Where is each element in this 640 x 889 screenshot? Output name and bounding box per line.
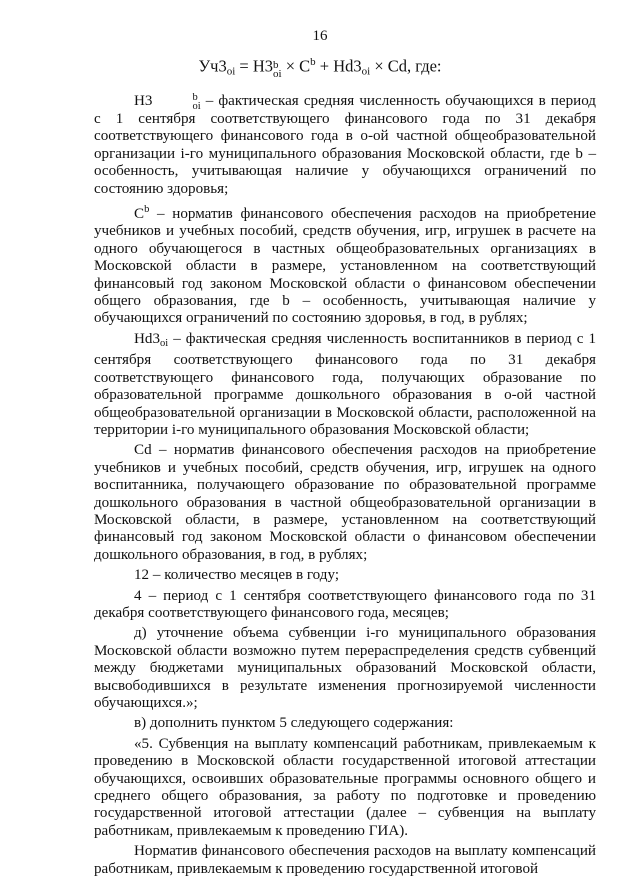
formula-tail: , где: (407, 56, 442, 76)
formula-lhs: Уч3 (198, 56, 227, 76)
formula-term3-sub: oi (361, 65, 371, 78)
paragraph-text: – норматив финансового обеспечения расходов на приобретение учебников и учебных пособий, средств обучения, игр, игрушек в расчете на одного обучающегося в частных общеобразовательных организациях в Московской области в размере, установленном на соответствующий финансовый год законом Московской области о финансовом обеспечении общего образования, где b – особенность, учитывающая наличие у обучающихся ограничений по состоянию здоровья, в год, в рублях; (94, 206, 596, 327)
paragraph-nz-definition (94, 93, 596, 198)
term-nz: Н3 (134, 93, 153, 109)
document-body (94, 93, 596, 878)
formula-term1: Н3 (252, 56, 273, 76)
paragraph-period: 4 – период с 1 сентября соответствующего финансового года по 31 декабря соответствующего финансового года, месяцев; (94, 587, 596, 621)
term-cb-sup: b (144, 204, 150, 216)
term-hdz-sub: oi (160, 337, 169, 349)
paragraph-item-d: д) уточнение объема субвенции i-го муниципального образования Московской области возможно путем перераспределения средств субвенций между бюджетами муниципальных образований Московской области, высвободившихся в результате изменения прогнозируемой численности обучающихся.»; (94, 625, 596, 711)
page-number: 16 (312, 28, 328, 44)
paragraph-item-v: в) дополнить пунктом 5 следующего содержания: (134, 715, 454, 732)
term-cd: Cd (134, 442, 152, 459)
formula-times2: × (370, 56, 388, 76)
paragraph-point-5: «5. Субвенция на выплату компенсаций работникам, привлекаемым к проведению в Московской области государственной итоговой аттестации обучающихся, освоивших образовательные программы основного общего и среднего общего образования, за работу по подготовке и проведению государственной итоговой аттестации (далее – субвенция на выплату работникам, привлекаемым к проведению ГИА). (94, 735, 596, 839)
paragraph-hdz-definition (94, 331, 596, 439)
paragraph-text: – норматив финансового обеспечения расходов на приобретение учебников и учебных пособий, средств обучения, игр, игрушек на одного воспитанника, получающего образование по образовательной программе дошкольного образования в частной общеобразовательной организации в Московской области, в размере, установленном на соответствующий финансовый год законом Московской области о финансовом обеспечении дошкольного образования, в год, в рублях; (94, 442, 596, 563)
term-nz-sup: b (192, 92, 198, 103)
formula-term1-indices (273, 58, 282, 80)
paragraph-norm: Норматив финансового обеспечения расходов на выплату компенсаций работникам, привлекаемым к проведению государственной итоговой (94, 843, 596, 877)
term-nz-indices (152, 93, 200, 111)
formula-term1-sup: b (273, 58, 279, 71)
formula-plus: + (315, 56, 334, 76)
formula-term4: Cd (387, 56, 408, 76)
formula (0, 56, 640, 79)
formula-lhs-sub: oi (226, 65, 236, 78)
paragraph-text: – фактическая средняя численность воспитанников в период с 1 сентября соответствующего финансового года по 31 декабря соответствующего финансового года, получающих образование по образовательной программе дошкольного образования в о-ой частной общеобразовательной организации в Московской области, расположенной на территории i-го муниципального образования Московской области; (94, 330, 596, 438)
formula-term2-sup: b (310, 56, 316, 68)
term-cb: C (134, 206, 145, 223)
term-nz-sub: oi (192, 101, 201, 112)
paragraph-text: – фактическая средняя численность обучающихся в период с 1 сентября соответствующего финансового года по 31 декабря соответствующего финансового года в о-ой частной общеобразовательной организации i-го муниципального образования Московской области, где b – особенность, учитывающая наличие у обучающихся ограничений по состоянию здоровья; (94, 93, 596, 197)
paragraph-cb-definition (94, 201, 596, 328)
formula-term1-sub: oi (273, 67, 282, 80)
paragraph-months: 12 – количество месяцев в году; (134, 567, 340, 584)
formula-times1: × (281, 56, 300, 76)
term-hdz: Hd3 (134, 330, 160, 347)
formula-term2: C (299, 56, 311, 76)
formula-eq: = (235, 56, 253, 76)
formula-term3: Hd3 (333, 56, 362, 76)
paragraph-cd-definition (94, 442, 596, 564)
